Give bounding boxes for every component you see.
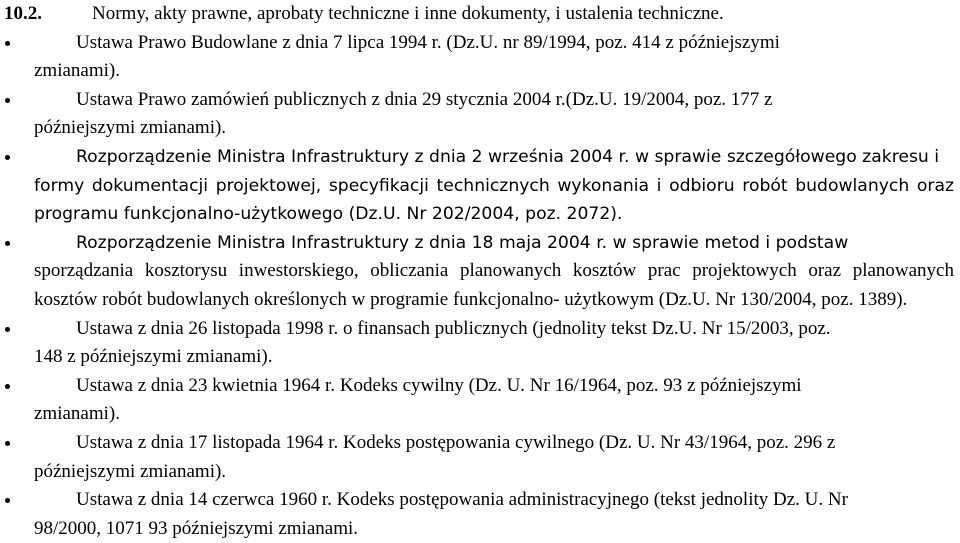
list-item [34, 372, 954, 429]
bullet-icon [5, 441, 10, 446]
item-lead: Ustawa z dnia 23 kwietnia 1964 r. Kodeks cywilny (Dz. U. Nr 16/1964, poz. 93 z późniejszymi [76, 374, 802, 396]
list-item [34, 143, 954, 229]
list-item [34, 29, 954, 86]
item-lead: Ustawa Prawo zamówień publicznych z dnia 29 stycznia 2004 r.(Dz.U. 19/2004, poz. 177 z [76, 88, 773, 110]
list-item [34, 486, 954, 543]
item-lead: Ustawa z dnia 26 listopada 1998 r. o finansach publicznych (jednolity tekst Dz.U. Nr 15/2003, poz. [76, 317, 831, 339]
item-lead: Rozporządzenie Ministra Infrastruktury z dnia 18 maja 2004 r. w sprawie metod i podstaw [76, 232, 849, 253]
bullet-icon [5, 98, 10, 103]
item-rest: późniejszymi zmianami). [34, 117, 227, 139]
section-title: Normy, akty prawne, aprobaty techniczne i inne dokumenty, i ustalenia techniczne. [92, 3, 724, 24]
bullet-icon [5, 241, 10, 246]
item-rest: sporządzania kosztorysu inwestorskiego, obliczania planowanych kosztów prac projektowych oraz planowanych kosztów robót budowlanych określonych w programie funkcjonalno- użytkowym (Dz.U. Nr 130/2004, poz. 1389). [34, 260, 954, 310]
item-rest: zmianami). [34, 403, 120, 425]
bullet-icon [5, 155, 10, 160]
item-lead: Ustawa z dnia 17 listopada 1964 r. Kodeks postępowania cywilnego (Dz. U. Nr 43/1964, poz. 296 z [76, 431, 836, 453]
item-rest: 148 z późniejszymi zmianami). [34, 346, 273, 368]
item-lead: Rozporządzenie Ministra Infrastruktury z dnia 2 września 2004 r. w sprawie szczegółowego zakresu i [76, 146, 940, 167]
bullet-icon [5, 498, 10, 503]
item-lead: Ustawa z dnia 14 czerwca 1960 r. Kodeks postępowania administracyjnego (tekst jednolity Dz. U. Nr [76, 489, 848, 511]
item-rest: późniejszymi zmianami). [34, 460, 227, 482]
list-item [34, 86, 954, 143]
bullet-icon [5, 41, 10, 46]
item-rest: formy dokumentacji projektowej, specyfikacji technicznych wykonania i odbioru robót budowlanych oraz programu funkcjonalno-użytkowego (Dz.U. Nr 202/2004, poz. 2072). [34, 175, 954, 225]
section-number: 10.2. [4, 3, 42, 24]
list-item [34, 429, 954, 486]
legal-acts-list [34, 29, 954, 543]
bullet-icon [5, 327, 10, 332]
item-rest: zmianami). [34, 60, 120, 82]
list-item [34, 229, 954, 315]
bullet-icon [5, 384, 10, 389]
item-lead: Ustawa Prawo Budowlane z dnia 7 lipca 1994 r. (Dz.U. nr 89/1994, poz. 414 z późniejszymi [76, 31, 780, 53]
list-item [34, 315, 954, 372]
section-heading [0, 0, 954, 29]
item-rest: 98/2000, 1071 93 późniejszymi zmianami. [34, 517, 359, 539]
